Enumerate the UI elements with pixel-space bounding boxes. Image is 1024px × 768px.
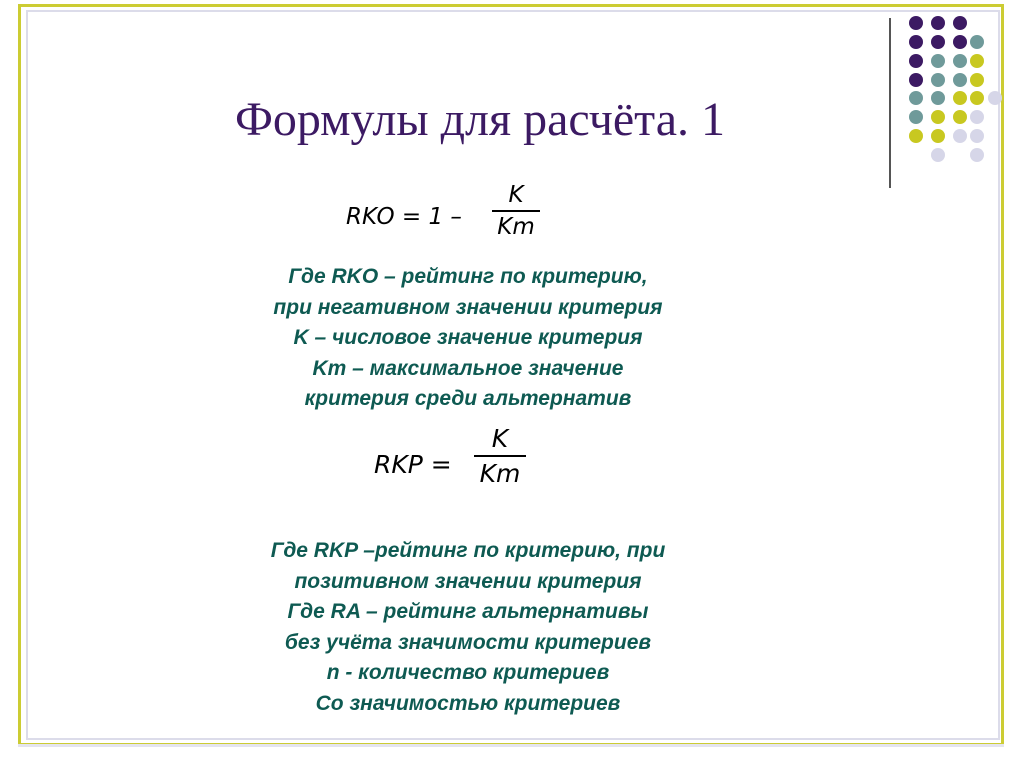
description-rkp (0, 536, 936, 719)
formula-rko-fraction (492, 182, 540, 240)
formula-rko-lhs: RKO = 1 – (346, 204, 462, 230)
formula-rkp-numerator: K (491, 424, 509, 453)
slide-frame-shadow (18, 744, 1004, 747)
formula-rkp-denominator: Km (479, 459, 521, 488)
description-line: позитивном значении критерия (294, 569, 642, 593)
slide-title: Формулы для расчёта. 1 (234, 93, 726, 146)
description-line: критерия среди альтернатив (304, 387, 632, 410)
description-line: Где RKP –рейтинг по критерию, при (270, 539, 666, 562)
formula-rko (346, 182, 546, 254)
description-line: при негативном значении критерия (273, 295, 663, 319)
description-line: n - количество критериев (326, 661, 610, 684)
description-line: Где RKO – рейтинг по критерию, (288, 265, 648, 288)
description-line: без учёта значимости критериев (284, 630, 652, 654)
formula-rkp (374, 424, 544, 504)
formula-rkp-lhs: RKP = (374, 450, 452, 479)
description-line: K – числовое значение критерия (293, 326, 643, 349)
formula-rko-denominator: Km (497, 214, 535, 240)
formula-rkp-fraction (474, 424, 526, 488)
fraction-bar (474, 455, 526, 457)
description-line: Где RA – рейтинг альтернативы (287, 600, 649, 623)
formula-rko-numerator: K (508, 182, 524, 208)
description-line: Km – максимальное значение (312, 356, 624, 380)
description-rko (0, 262, 936, 415)
description-line: Со значимостью критериев (315, 691, 621, 715)
fraction-bar (492, 210, 540, 212)
